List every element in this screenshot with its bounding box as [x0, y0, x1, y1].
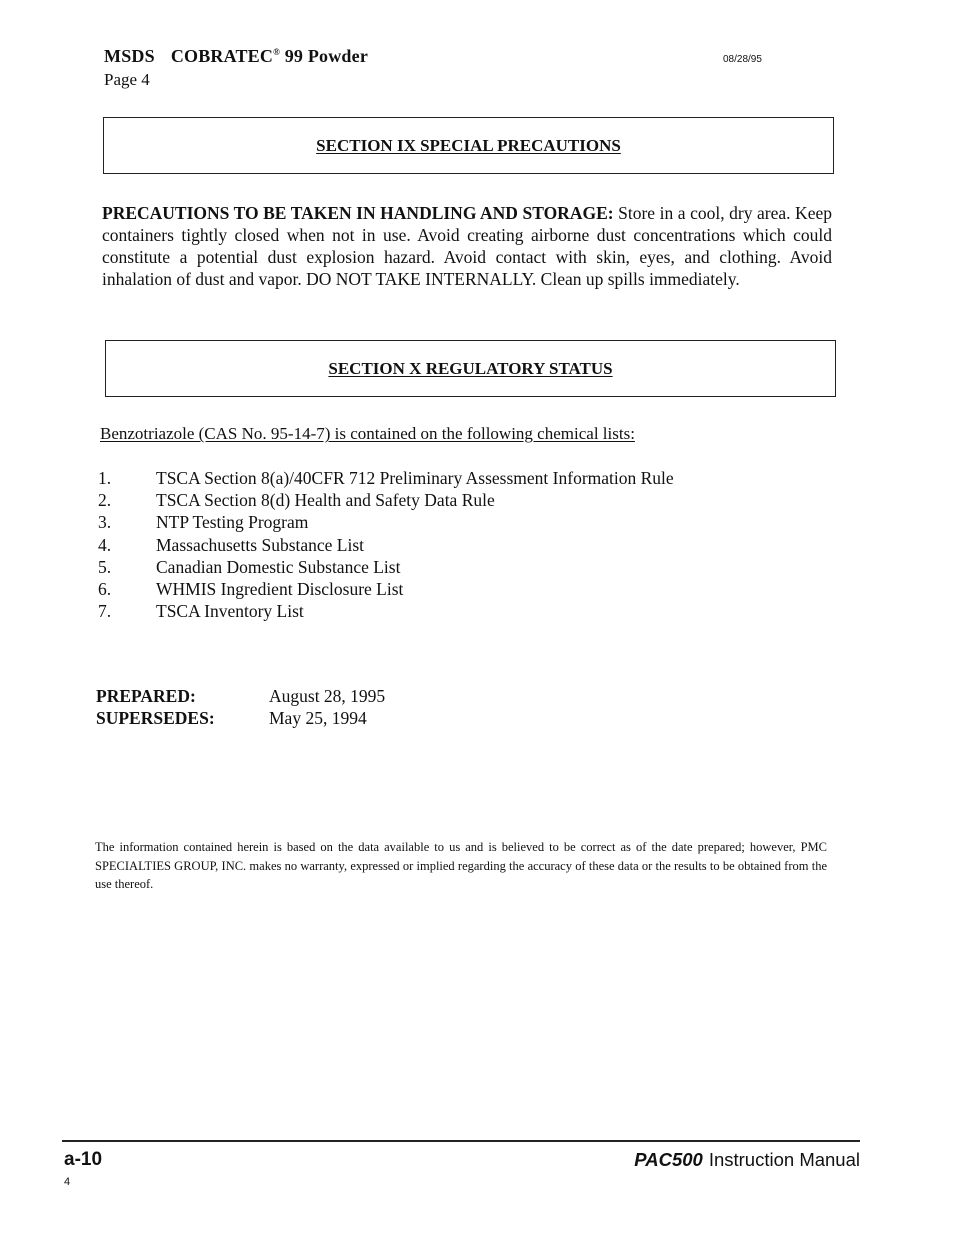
- list-item-number: 7.: [98, 601, 112, 622]
- registered-mark: ®: [273, 47, 281, 57]
- list-item-text: Canadian Domestic Substance List: [156, 556, 401, 577]
- precautions-body: Store in a cool, dry area. Keep containers tightly closed when not in use. Avoid creating airborne dust concentrations which could constitute a potential dust explosion hazard. Avoid contact with skin, eyes, and clothing. Avoid inhalation of dust and vapor. DO NOT TAKE INTERNALLY. Clean up spills immediately.: [102, 203, 832, 289]
- disclaimer-text: The information contained herein is based on the data available to us and is believed to be correct as of the date prepared; however, PMC SPECIALTIES GROUP, INC. makes no warranty, expressed or implied regarding the accuracy of these data or the results to be obtained from the use thereof.: [95, 840, 827, 891]
- list-item: [98, 534, 674, 556]
- list-item-number: 3.: [98, 512, 112, 533]
- section-10-title: SECTION X REGULATORY STATUS: [328, 358, 613, 378]
- list-item: [98, 556, 674, 578]
- list-item: [98, 489, 674, 511]
- list-item-text: WHMIS Ingredient Disclosure List: [156, 578, 404, 599]
- list-item-text: Massachusetts Substance List: [156, 534, 365, 555]
- section-9-header-box: [103, 117, 834, 174]
- revision-dates: [96, 685, 385, 729]
- section-9-title: SECTION IX SPECIAL PRECAUTIONS: [316, 135, 621, 155]
- chemical-list: [98, 467, 674, 622]
- doc-type: MSDS: [104, 46, 155, 66]
- product-name: COBRATEC: [170, 46, 274, 66]
- footer-page-label: a-10: [64, 1149, 103, 1170]
- list-item-number: 5.: [98, 556, 112, 577]
- prepared-label: PREPARED:: [96, 686, 196, 706]
- prepared-value: August 28, 1995: [269, 686, 386, 706]
- list-item: [98, 511, 674, 533]
- list-item-number: 4.: [98, 534, 112, 555]
- list-item: [98, 578, 674, 600]
- document-date: 08/28/95: [723, 54, 762, 65]
- supersedes-row: [96, 707, 385, 729]
- list-item-text: TSCA Inventory List: [156, 601, 304, 622]
- section-10-header-box: [105, 340, 836, 397]
- supersedes-value: May 25, 1994: [269, 708, 367, 728]
- list-item-number: 2.: [98, 490, 112, 511]
- list-item-number: 6.: [98, 578, 112, 599]
- regulatory-intro: Benzotriazole (CAS No. 95-14-7) is contained on the following chemical lists:: [100, 424, 635, 443]
- footer-manual-label: Instruction Manual: [708, 1149, 860, 1170]
- list-item: [98, 600, 674, 622]
- page-number: Page 4: [104, 70, 150, 89]
- document-title: [104, 46, 368, 67]
- footer-manual-title: [560, 1149, 860, 1171]
- precautions-lead: PRECAUTIONS TO BE TAKEN IN HANDLING AND STORAGE:: [102, 203, 614, 223]
- footer-sub-page: 4: [64, 1176, 71, 1188]
- list-item-text: TSCA Section 8(d) Health and Safety Data Rule: [156, 490, 495, 511]
- list-item-text: NTP Testing Program: [156, 512, 309, 533]
- list-item-number: 1.: [98, 468, 112, 488]
- footer-product: PAC500: [634, 1149, 703, 1170]
- product-suffix: 99 Powder: [284, 46, 369, 66]
- footer-divider: [62, 1140, 860, 1142]
- list-item: [98, 467, 674, 489]
- list-item-text: TSCA Section 8(a)/40CFR 712 Preliminary Assessment Information Rule: [156, 468, 674, 488]
- supersedes-label: SUPERSEDES:: [96, 708, 215, 728]
- prepared-row: [96, 685, 385, 707]
- precautions-paragraph: [102, 202, 832, 290]
